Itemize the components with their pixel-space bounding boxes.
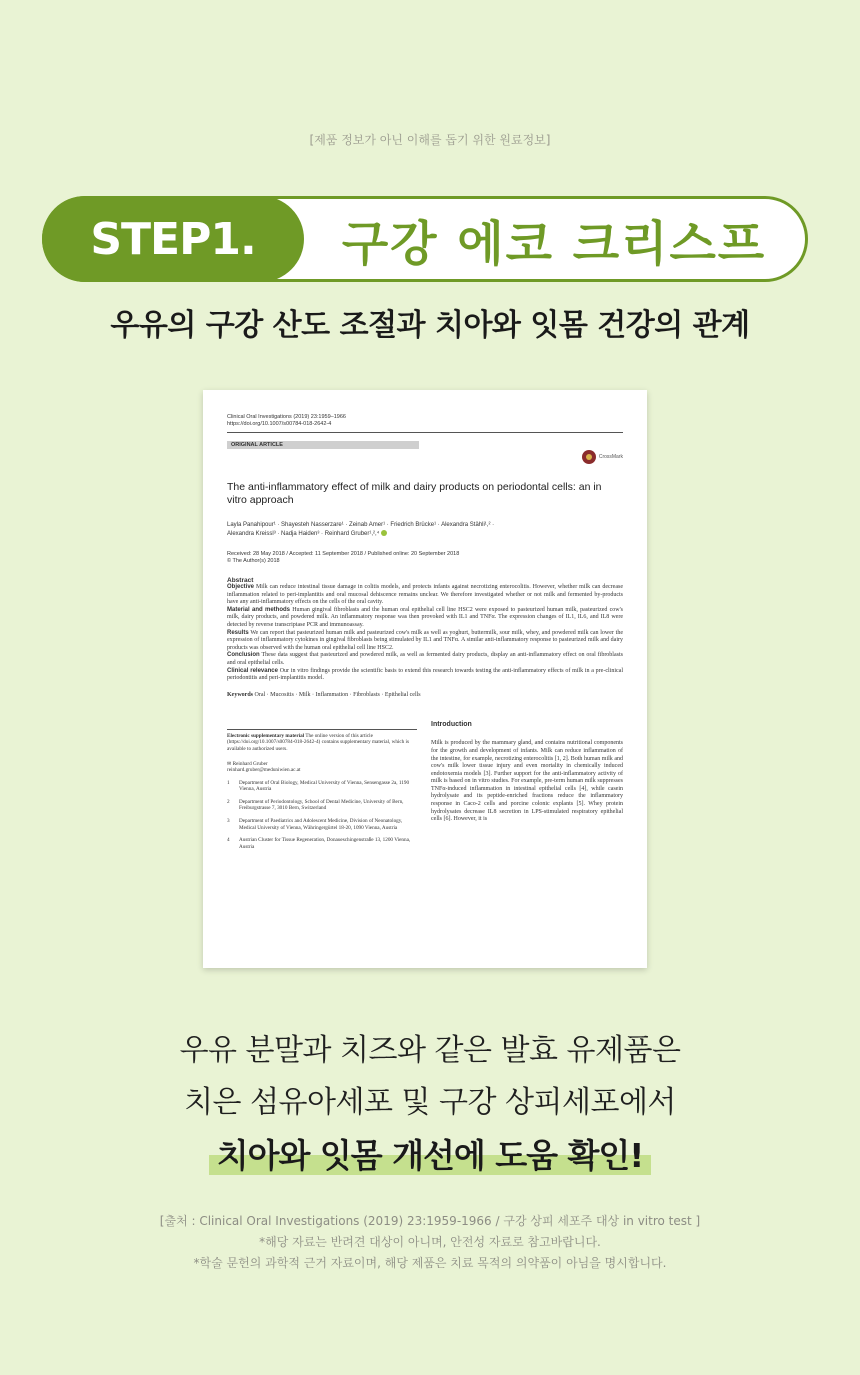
- paper-keywords: Keywords Oral · Mucositis · Milk · Inflammation · Fibroblasts · Epithelial cells: [227, 691, 421, 698]
- body-line-1: 우유 분말과 치즈와 같은 발효 유제품은: [179, 1033, 681, 1068]
- paper-columns: [227, 721, 623, 851]
- affiliation: 4 Austrian Cluster for Tissue Regeneration, Donaueschingenstraße 13, 1200 Vienna, Austria: [227, 837, 411, 850]
- highlight-wrap: [0, 1130, 860, 1177]
- affiliation: 2 Department of Periodontology, School of Dental Medicine, University of Bern, Freiburgstrasse 7, 3010 Bern, Switzerland: [227, 798, 404, 812]
- highlight-text: 치아와 잇몸 개선에 도움 확인!: [209, 1130, 652, 1177]
- intro-text: Milk is produced by the mammary gland, and contains nutritional components for the growth and development of infants. Milk can reduce inflammation of the intestine, for example, necrotizing enterocolitis [1, 2]. Both human milk and cow's milk lower tissue injury and even mortality in chemically induced endotoxemia models [3]. Further support for the anti-inflammatory activity of milk is based on in vitro studies. For example, pre-term human milk suppresses TNFα-induced inflammation in intestinal epithelial cells [4], while casein hydrolysate and its peptide-enriched fractions reduce the inflammatory response in Caco-2 cells and porcine colonic explants [5]. Whey protein hydrolysates decrease IL8 secretion in LPS-stimulated respiratory epithelial cells [6]. However, it is: [431, 740, 623, 823]
- orcid-icon: [381, 530, 387, 536]
- correspondence: ✉ Reinhard Gruber reinhard.gruber@meduniwien.ac.at: [227, 760, 301, 774]
- paper-introduction: [431, 721, 623, 851]
- section-subtitle: 우유의 구강 산도 조절과 치아와 잇몸 건강의 관계: [110, 308, 750, 343]
- step-label: STEP1.: [90, 213, 256, 265]
- paper-image: [203, 390, 647, 968]
- paper-authors: Layla Panahipour¹ · Shayesteh Nasserzare¹ · Zeinab Amer¹ · Friedrich Brücke¹ · Alexandra Stähli¹,² · Alexandra Kreissl³ · Nadja Haiden³ · Reinhard Gruber¹,²,⁴: [227, 522, 495, 537]
- esm-note: Electronic supplementary material The online version of this article (https://doi.org/10.1007/s00784-018-2642-4) contains supplementary material, which is available to authorized users.: [227, 729, 417, 753]
- paper-article-type: ORIGINAL ARTICLE: [227, 441, 419, 449]
- step-badge: [42, 196, 304, 282]
- step-title: 구강 에코 크리스프: [341, 215, 767, 272]
- paper-journal: Clinical Oral Investigations (2019) 23:1959–1966 https://doi.org/10.1007/s00784-018-2642-4: [227, 414, 346, 427]
- body-line-2: 치은 섬유아세포 및 구강 상피세포에서: [184, 1085, 676, 1120]
- paper-dates: Received: 28 May 2018 / Accepted: 11 September 2018 / Published online: 20 September 2018 © The Author(s) 2018: [227, 551, 460, 564]
- paper-footnotes: [227, 721, 417, 851]
- notice-text: [제품 정보가 아닌 이해를 돕기 위한 원료정보]: [309, 133, 551, 147]
- affiliation: 1 Department of Oral Biology, Medical University of Vienna, Sensengasse 2a, 1190 Vienna, Austria: [227, 779, 410, 793]
- abstract-heading: Abstract: [227, 577, 254, 584]
- abstract-body: Objective Milk can reduce intestinal tissue damage in colitis models, and protects infants against necrotizing enterocolitis. However, whether milk can decrease inflammation related to peri-implantitis and oral mucosal dehiscence remains unclear. We therefore investigated whether or not milk and fermented by-products have any anti-inflammatory effects on the cells of the oral cavity. Material and methods Human gingival fibroblasts and the human oral epithelial cell line HSC2 were exposed to pasteurized human milk, pasteurized cow's milk, dairy products, and powdered milk. An inflammatory response was then provoked with IL1 and TNFα. The expression changes of IL1, IL6, and IL8 were detected by reverse transcriptase PCR and immunoassay. Results We can report that pasteurized human milk and pasteurized cow's milk as well as yoghurt, buttermilk, sour milk, whey, and powdered milk can lower the expression of inflammatory cytokines in gingival fibroblasts being stimulated by IL1 and TNFα. A similar anti-inflammatory response to pasteurized milk and dairy products was observed with the human oral epithelial cell line HSC2. Conclusion These data suggest that pasteurized and powdered milk, as well as fermented dairy products, display an anti-inflammatory effect on oral fibroblasts and oral epithelial cells. Clinical relevance Our in vitro findings provide the scientific basis to extend this research towards testing the anti-inflammatory effects of milk in a pre-clinical periodontitis and peri-implantitis model.: [227, 584, 624, 682]
- source-citation: [출처 : Clinical Oral Investigations (2019) 23:1959-1966 / 구강 상피 세포주 대상 in vitro test ]: [159, 1214, 701, 1228]
- source-note-2: *학술 문헌의 과학적 근거 자료이며, 해당 제품은 치료 목적의 의약품이 아님을 명시합니다.: [193, 1256, 667, 1270]
- paper-title: The anti-inflammatory effect of milk and dairy products on periodontal cells: an in vitro approach: [227, 481, 602, 506]
- crossmark-badge: CrossMark: [582, 450, 623, 464]
- paper-rule: [227, 432, 623, 433]
- source-note-1: *해당 자료는 반려견 대상이 아니며, 안전성 자료로 참고바랍니다.: [259, 1235, 601, 1249]
- crossmark-icon: [582, 450, 596, 464]
- affiliation: 3 Department of Paediatrics and Adolescent Medicine, Division of Neonatology, Medical University of Vienna, Währingergürtel 18-20, 1090 Vienna, Austria: [227, 818, 403, 831]
- intro-heading: Introduction: [431, 720, 472, 728]
